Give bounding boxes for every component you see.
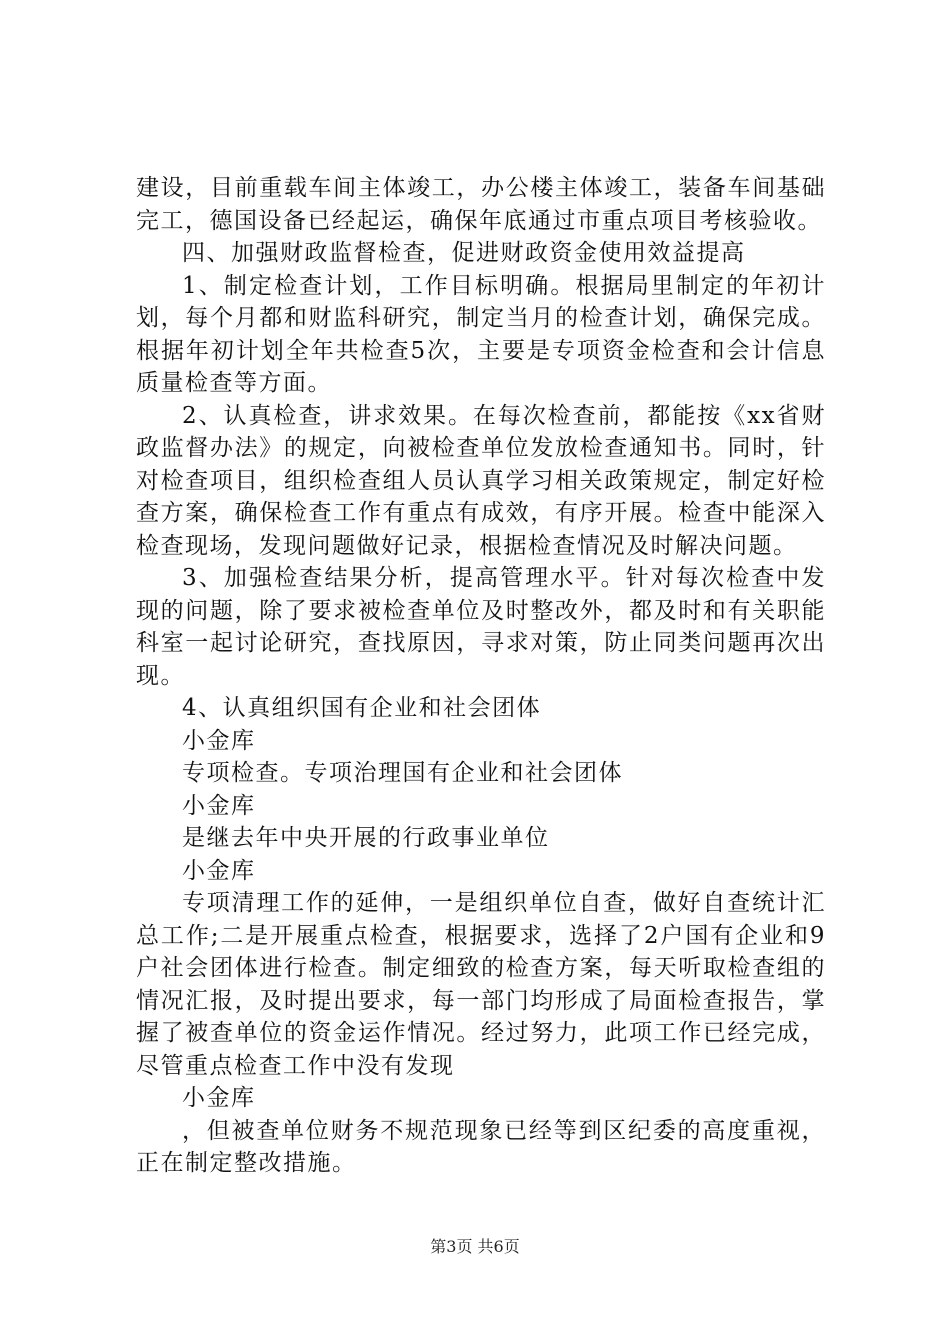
paragraph: 是继去年中央开展的行政事业单位 (182, 825, 550, 851)
section-heading: 四、加强财政监督检查，促进财政资金使用效益提高 (182, 240, 746, 266)
paragraph: 3、加强检查结果分析，提高管理水平。针对每次检查中发现的问题，除了要求被检查单位及时整改外，都及时和有关职能科室一起讨论研究，查找原因，寻求对策，防止同类问题再次出现。 (136, 565, 826, 689)
paragraph: 小金库 (182, 792, 256, 819)
paragraph: 专项检查。专项治理国有企业和社会团体 (182, 760, 623, 786)
paragraph: 2、认真检查，讲求效果。在每次检查前，都能按《xx省财政监督办法》的规定，向被检查单位发放检查通知书。同时，针对检查项目，组织检查组人员认真学习相关政策规定，制定好检查方案，确保检查工作有重点有成效，有序开展。检查中能深入检查现场，发现问题做好记录，根据检查情况及时解决问题。 (136, 402, 826, 559)
document-body (136, 172, 826, 1180)
paragraph: 4、认真组织国有企业和社会团体 (182, 695, 542, 721)
paragraph: 专项清理工作的延伸，一是组织单位自查，做好自查统计汇总工作;二是开展重点检查，根据要求，选择了2户国有企业和9户社会团体进行检查。制定细致的检查方案，每天听取检查组的情况汇报，及时提出要求，每一部门均形成了局面检查报告，掌握了被查单位的资金运作情况。经过努力，此项工作已经完成，尽管重点检查工作中没有发现 (136, 890, 826, 1079)
paragraph: 小金库 (182, 1085, 256, 1111)
paragraph: 小金库 (182, 727, 256, 754)
paragraph: 小金库 (182, 857, 256, 884)
paragraph: 1、制定检查计划，工作目标明确。根据局里制定的年初计划，每个月都和财监科研究，制定当月的检查计划，确保完成。根据年初计划全年共检查5次，主要是专项资金检查和会计信息质量检查等方面。 (136, 272, 826, 396)
paragraph: ，但被查单位财务不规范现象已经等到区纪委的高度重视，正在制定整改措施。 (136, 1117, 826, 1176)
paragraph: 建设，目前重载车间主体竣工，办公楼主体竣工，装备车间基础完工，德国设备已经起运，确保年底通过市重点项目考核验收。 (136, 175, 826, 234)
page-number-footer: 第3页 共6页 (430, 1237, 520, 1256)
